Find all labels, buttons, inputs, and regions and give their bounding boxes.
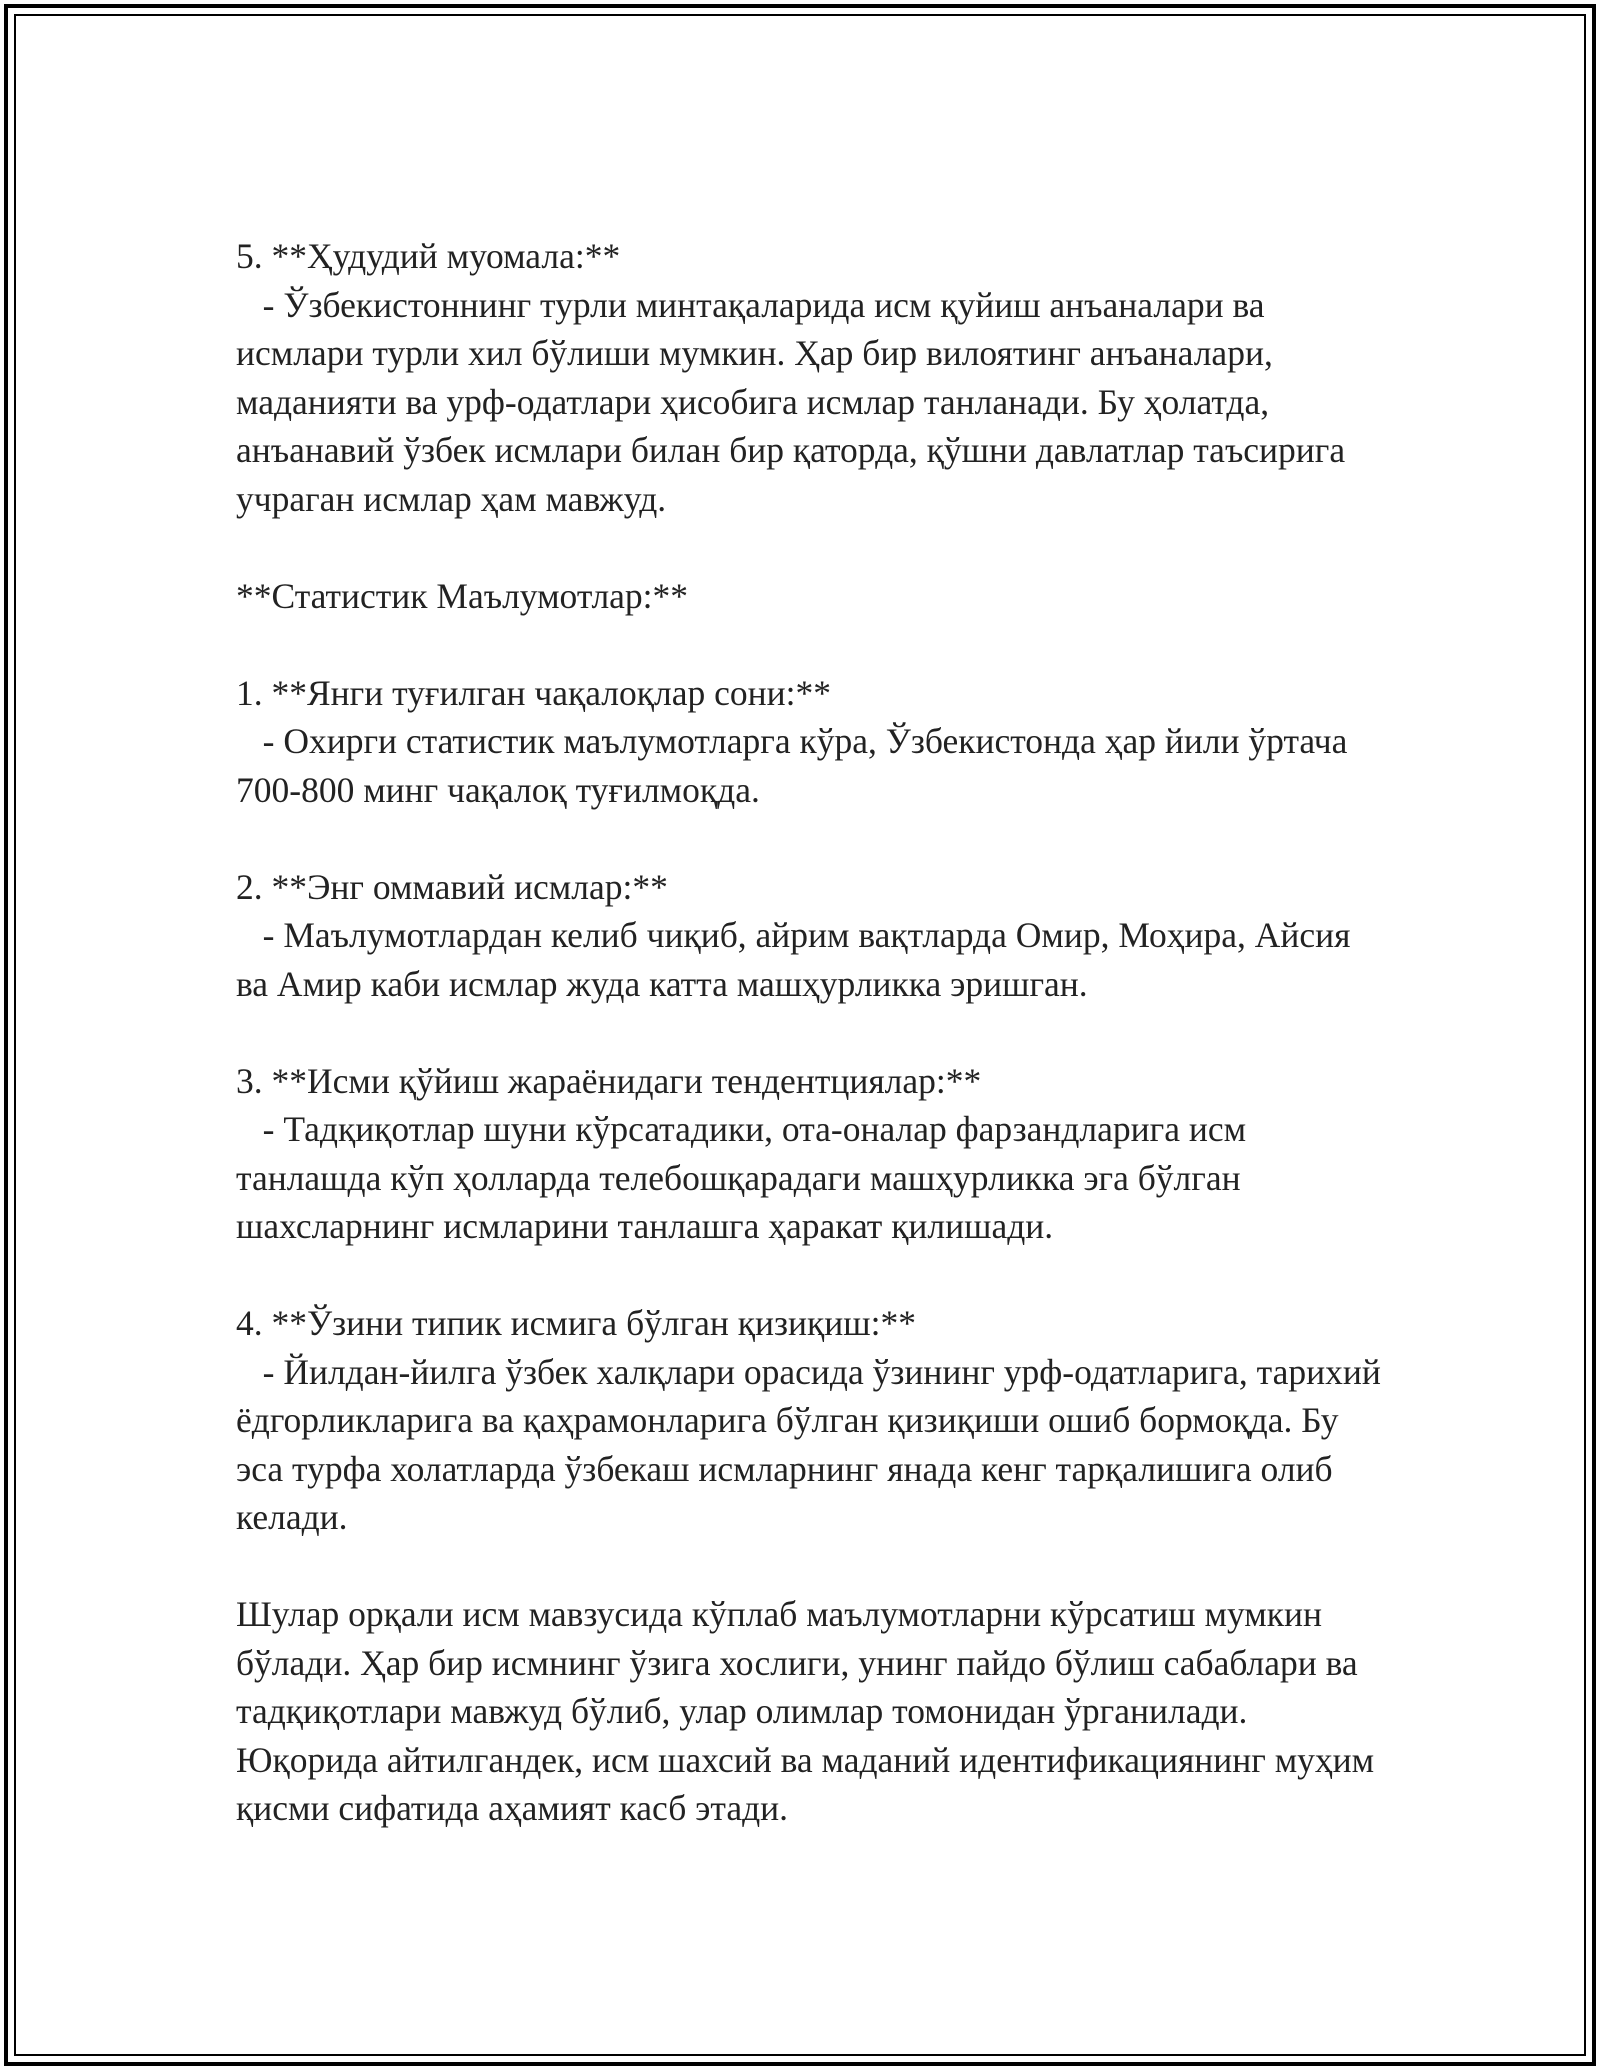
document-body — [236, 232, 1390, 1833]
paragraph-gap — [236, 523, 1386, 572]
paragraph-gap — [236, 1251, 1386, 1300]
paragraph-gap — [236, 814, 1386, 863]
conclusion-paragraph: Шулар орқали исм мавзусида кўплаб маълумотларни кўрсатиш мумкин бўлади. Ҳар бир исмнинг ўзига хослиги, унинг пайдо бўлиш сабаблари ва тадқиқотлари мавжуд бўлиб, улар олимлар томонидан ўрганилади. Юқорида айтилгандек, исм шахсий ва маданий идентификациянинг муҳим қисми сифатида аҳамият касб этади. — [236, 1594, 1384, 1828]
paragraph-gap — [236, 620, 1386, 669]
statistics-heading: **Статистик Маълумотлар:** — [236, 575, 689, 616]
section-5-text: - Ўзбекистоннинг турли минтақаларида исм қуйиш анъаналари ва исмлари турли хил бўлиши мумкин. Ҳар бир вилоятинг анъаналари, маданияти ва урф-одатлари ҳисобига исмлар танланади. Бу ҳолатда, анъанавий ўзбек исмлари билан бир қаторда, қўшни давлатлар таъсирига учраган исмлар ҳам мавжуд. — [236, 284, 1354, 519]
stat-2-text: - Маълумотлардан келиб чиқиб, айрим вақтларда Омир, Моҳира, Айсия ва Амир каби исмлар жуда катта машҳурликка эришган. — [236, 915, 1360, 1004]
paragraph-gap — [236, 1542, 1386, 1591]
section-5-heading: 5. **Ҳудудий муомала:** — [236, 236, 621, 276]
stat-4-heading: 4. **Ўзини типик исмига бўлган қизиқиш:** — [236, 1303, 916, 1343]
stat-1-text: - Охирги статистик маълумотларга кўра, Ўзбекистонда ҳар йили ўртача 700-800 минг чақалоқ туғилмоқда. — [236, 721, 1357, 810]
paragraph-gap — [236, 1008, 1386, 1057]
stat-4-text: - Йилдан-йилга ўзбек халқлари орасида ўзининг урф-одатларига, тарихий ёдгорликларига ва қаҳрамонларига бўлган қизиқиши ошиб бормоқда. Бу эса турфа холатларда ўзбекаш исмларнинг янада кенг тарқалишига олиб келади. — [236, 1351, 1390, 1537]
stat-1-heading: 1. **Янги туғилган чақалоқлар сони:** — [236, 672, 831, 713]
stat-3-text: - Тадқиқотлар шуни кўрсатадики, ота-оналар фарзандларига исм танлашда кўп ҳолларда телебошқарадаги машҳурликка эга бўлган шахсларнинг исмларини танлашга ҳаракат қилишади. — [236, 1109, 1255, 1246]
stat-3-heading: 3. **Исми қўйиш жараёнидаги тендентциялар:** — [236, 1060, 982, 1101]
stat-2-heading: 2. **Энг оммавий исмлар:** — [236, 866, 668, 907]
